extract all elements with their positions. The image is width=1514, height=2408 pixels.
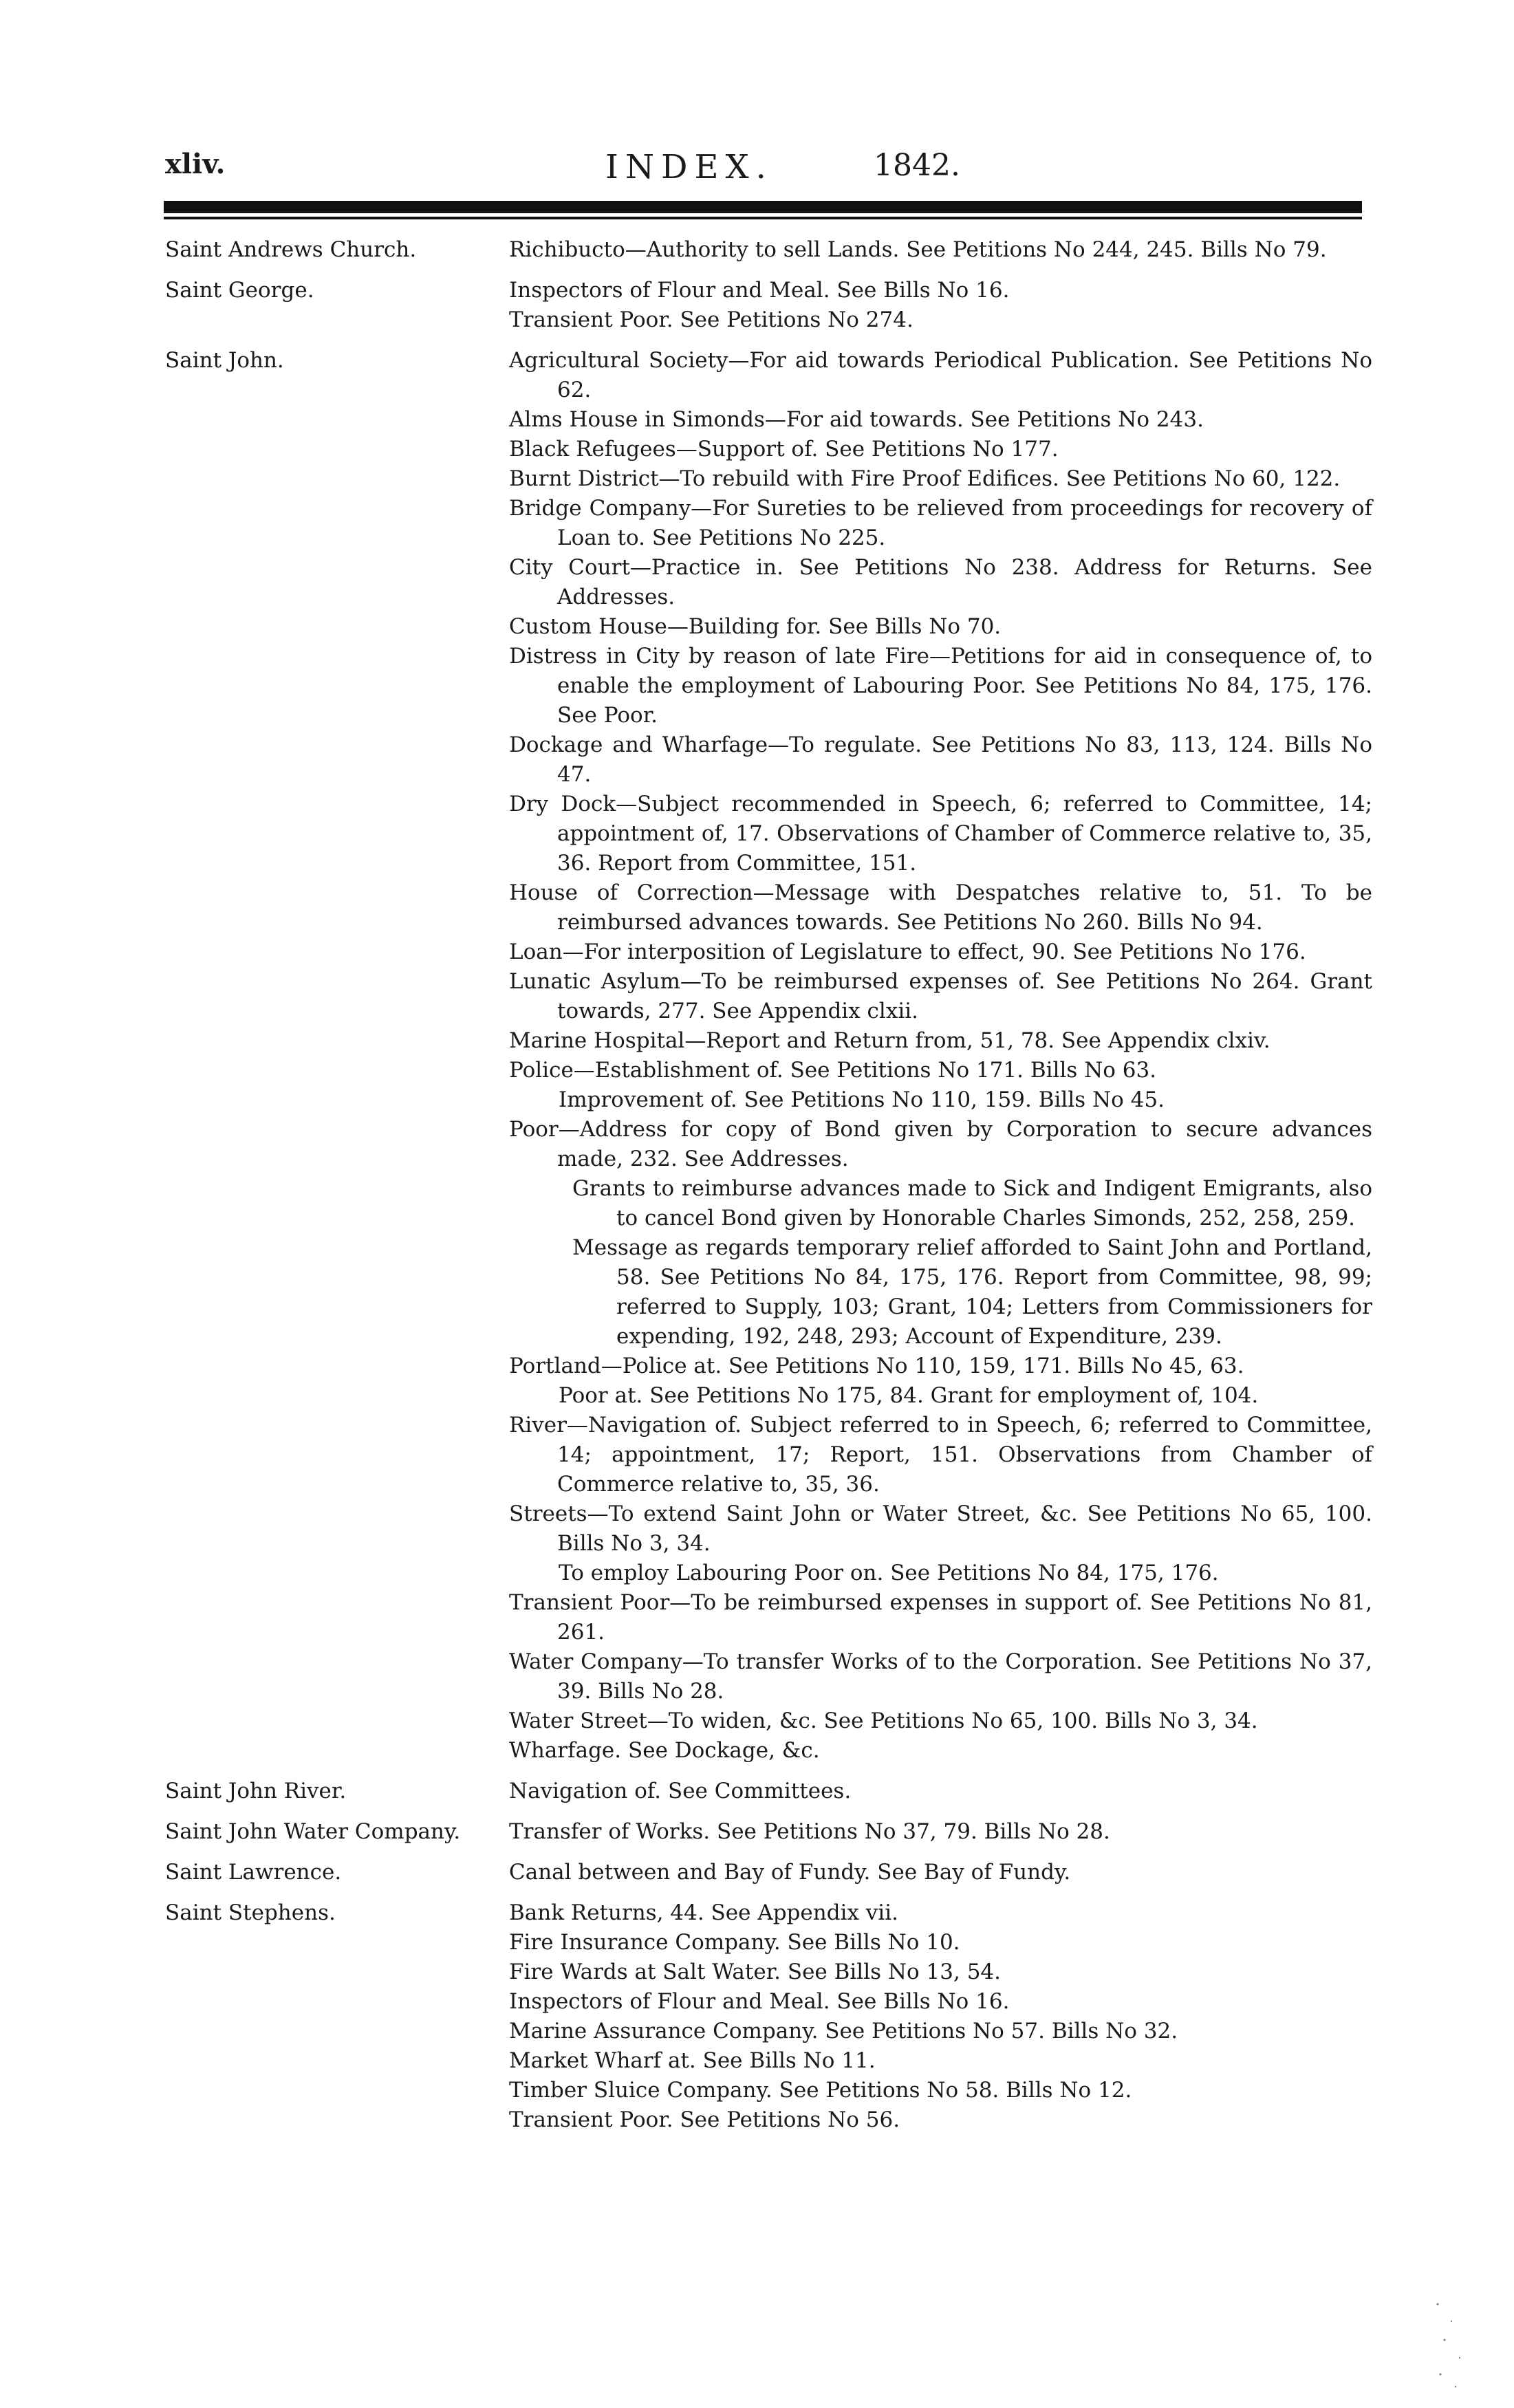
subentry-list xyxy=(509,235,1372,265)
entry-heading: Saint Andrews Church. xyxy=(165,237,417,262)
subentry: Fire Insurance Company. See Bills No 10. xyxy=(509,1930,960,1955)
entry-heading: Saint John River. xyxy=(165,1779,347,1803)
subentry: Water Street—To widen, &c. See Petitions No 65, 100. Bills No 3, 34. xyxy=(509,1709,1258,1733)
entry-heading: Saint John Water Company. xyxy=(165,1819,461,1844)
subentry: Market Wharf at. See Bills No 11. xyxy=(509,2048,876,2073)
page-header xyxy=(165,148,1362,196)
subentry: Transient Poor. See Petitions No 274. xyxy=(509,307,913,332)
subentry: Marine Assurance Company. See Petitions No 57. Bills No 32. xyxy=(509,2019,1178,2043)
index-entry xyxy=(165,1858,1372,1887)
subentry: Grants to reimburse advances made to Sick and Indigent Emigrants, also to cancel Bond given by Honorable Charles Simonds, 252, 258, 259. xyxy=(572,1176,1372,1230)
page-year: 1842. xyxy=(874,148,960,183)
index-entry xyxy=(165,1898,1372,2135)
subentry: Inspectors of Flour and Meal. See Bills No 16. xyxy=(509,1989,1010,2014)
subentry: Portland—Police at. See Petitions No 110, 159, 171. Bills No 45, 63. xyxy=(509,1354,1244,1378)
subentry: To employ Labouring Poor on. See Petitions No 84, 175, 176. xyxy=(559,1561,1219,1585)
index-entry xyxy=(165,1777,1372,1806)
header-rule-thick xyxy=(164,201,1362,213)
subentry: Transfer of Works. See Petitions No 37, 79. Bills No 28. xyxy=(509,1819,1110,1844)
index-entry xyxy=(165,346,1372,1766)
subentry: Inspectors of Flour and Meal. See Bills No 16. xyxy=(509,278,1010,303)
subentry: Dockage and Wharfage—To regulate. See Petitions No 83, 113, 124. Bills No 47. xyxy=(509,733,1372,787)
subentry: Transient Poor—To be reimbursed expenses in support of. See Petitions No 81, 261. xyxy=(509,1590,1372,1645)
subentry: Black Refugees—Support of. See Petitions No 177. xyxy=(509,437,1059,462)
margin-specks xyxy=(1431,2297,1472,2394)
subentry: Bank Returns, 44. See Appendix vii. xyxy=(509,1900,898,1925)
subentry: Poor—Address for copy of Bond given by Corporation to secure advances made, 232. See Addresses. xyxy=(509,1117,1372,1171)
subentry-list xyxy=(509,1777,1372,1806)
subentry: Transient Poor. See Petitions No 56. xyxy=(509,2107,900,2132)
subentry: Police—Establishment of. See Petitions No 171. Bills No 63. xyxy=(509,1058,1157,1083)
subentry-list xyxy=(509,1898,1372,2135)
subentry: City Court—Practice in. See Petitions No 238. Address for Returns. See Addresses. xyxy=(509,555,1372,609)
subentry: Improvement of. See Petitions No 110, 159. Bills No 45. xyxy=(559,1087,1165,1112)
subentry-list xyxy=(509,1817,1372,1847)
subentry: Alms House in Simonds—For aid towards. See Petitions No 243. xyxy=(509,407,1204,432)
subentry: Burnt District—To rebuild with Fire Proof Edifices. See Petitions No 60, 122. xyxy=(509,466,1341,491)
subentry: Fire Wards at Salt Water. See Bills No 13, 54. xyxy=(509,1960,1001,1984)
subentry: Canal between and Bay of Fundy. See Bay of Fundy. xyxy=(509,1860,1071,1885)
header-rule-thin xyxy=(164,217,1362,219)
subentry: House of Correction—Message with Despatches relative to, 51. To be reimbursed advances towards. See Petitions No 260. Bills No 94. xyxy=(509,880,1372,935)
subentry-list xyxy=(509,1858,1372,1887)
subentry: Distress in City by reason of late Fire—Petitions for aid in consequence of, to enable the employment of Labouring Poor. See Petitions No 84, 175, 176. See Poor. xyxy=(509,644,1372,728)
index-entry xyxy=(165,1817,1372,1847)
index-entry xyxy=(165,276,1372,335)
index-entries xyxy=(165,235,1372,2146)
subentry: River—Navigation of. Subject referred to in Speech, 6; referred to Committee, 14; appointment, 17; Report, 151. Observations from Chamber of Commerce relative to, 35, 36. xyxy=(509,1413,1372,1497)
entry-heading: Saint John. xyxy=(165,348,284,373)
subentry: Richibucto—Authority to sell Lands. See Petitions No 244, 245. Bills No 79. xyxy=(509,237,1327,262)
subentry: Streets—To extend Saint John or Water Street, &c. See Petitions No 65, 100. Bills No 3, 34. xyxy=(509,1501,1372,1556)
subentry: Lunatic Asylum—To be reimbursed expenses of. See Petitions No 264. Grant towards, 277. See Appendix clxii. xyxy=(509,969,1372,1023)
subentry: Message as regards temporary relief afforded to Saint John and Portland, 58. See Petitions No 84, 175, 176. Report from Committee, 98, 99; referred to Supply, 103; Grant, 104; Letters from Commissioners for expending, 192, 248, 293; Account of Expenditure, 239. xyxy=(572,1235,1372,1349)
subentry-list xyxy=(509,346,1372,1766)
subentry: Navigation of. See Committees. xyxy=(509,1779,852,1803)
subentry: Poor at. See Petitions No 175, 84. Grant for employment of, 104. xyxy=(559,1383,1259,1408)
subentry: Wharfage. See Dockage, &c. xyxy=(509,1738,820,1763)
entry-heading: Saint Lawrence. xyxy=(165,1860,342,1885)
subentry: Agricultural Society—For aid towards Periodical Publication. See Petitions No 62. xyxy=(509,348,1372,402)
subentry: Dry Dock—Subject recommended in Speech, 6; referred to Committee, 14; appointment of, 17. Observations of Chamber of Commerce relative to, 35, 36. Report from Committee, 151. xyxy=(509,792,1372,876)
page-number: xliv. xyxy=(165,148,226,180)
subentry: Timber Sluice Company. See Petitions No 58. Bills No 12. xyxy=(509,2078,1132,2103)
entry-heading: Saint George. xyxy=(165,278,314,303)
subentry: Custom House—Building for. See Bills No 70. xyxy=(509,614,1002,639)
subentry-list xyxy=(509,276,1372,335)
subentry: Loan—For interposition of Legislature to effect, 90. See Petitions No 176. xyxy=(509,940,1306,964)
entry-heading: Saint Stephens. xyxy=(165,1900,336,1925)
subentry: Marine Hospital—Report and Return from, 51, 78. See Appendix clxiv. xyxy=(509,1028,1270,1053)
subentry: Bridge Company—For Sureties to be relieved from proceedings for recovery of Loan to. See Petitions No 225. xyxy=(509,496,1372,550)
page-title: INDEX. xyxy=(605,148,773,186)
subentry: Water Company—To transfer Works of to the Corporation. See Petitions No 37, 39. Bills No 28. xyxy=(509,1649,1372,1704)
index-entry xyxy=(165,235,1372,265)
